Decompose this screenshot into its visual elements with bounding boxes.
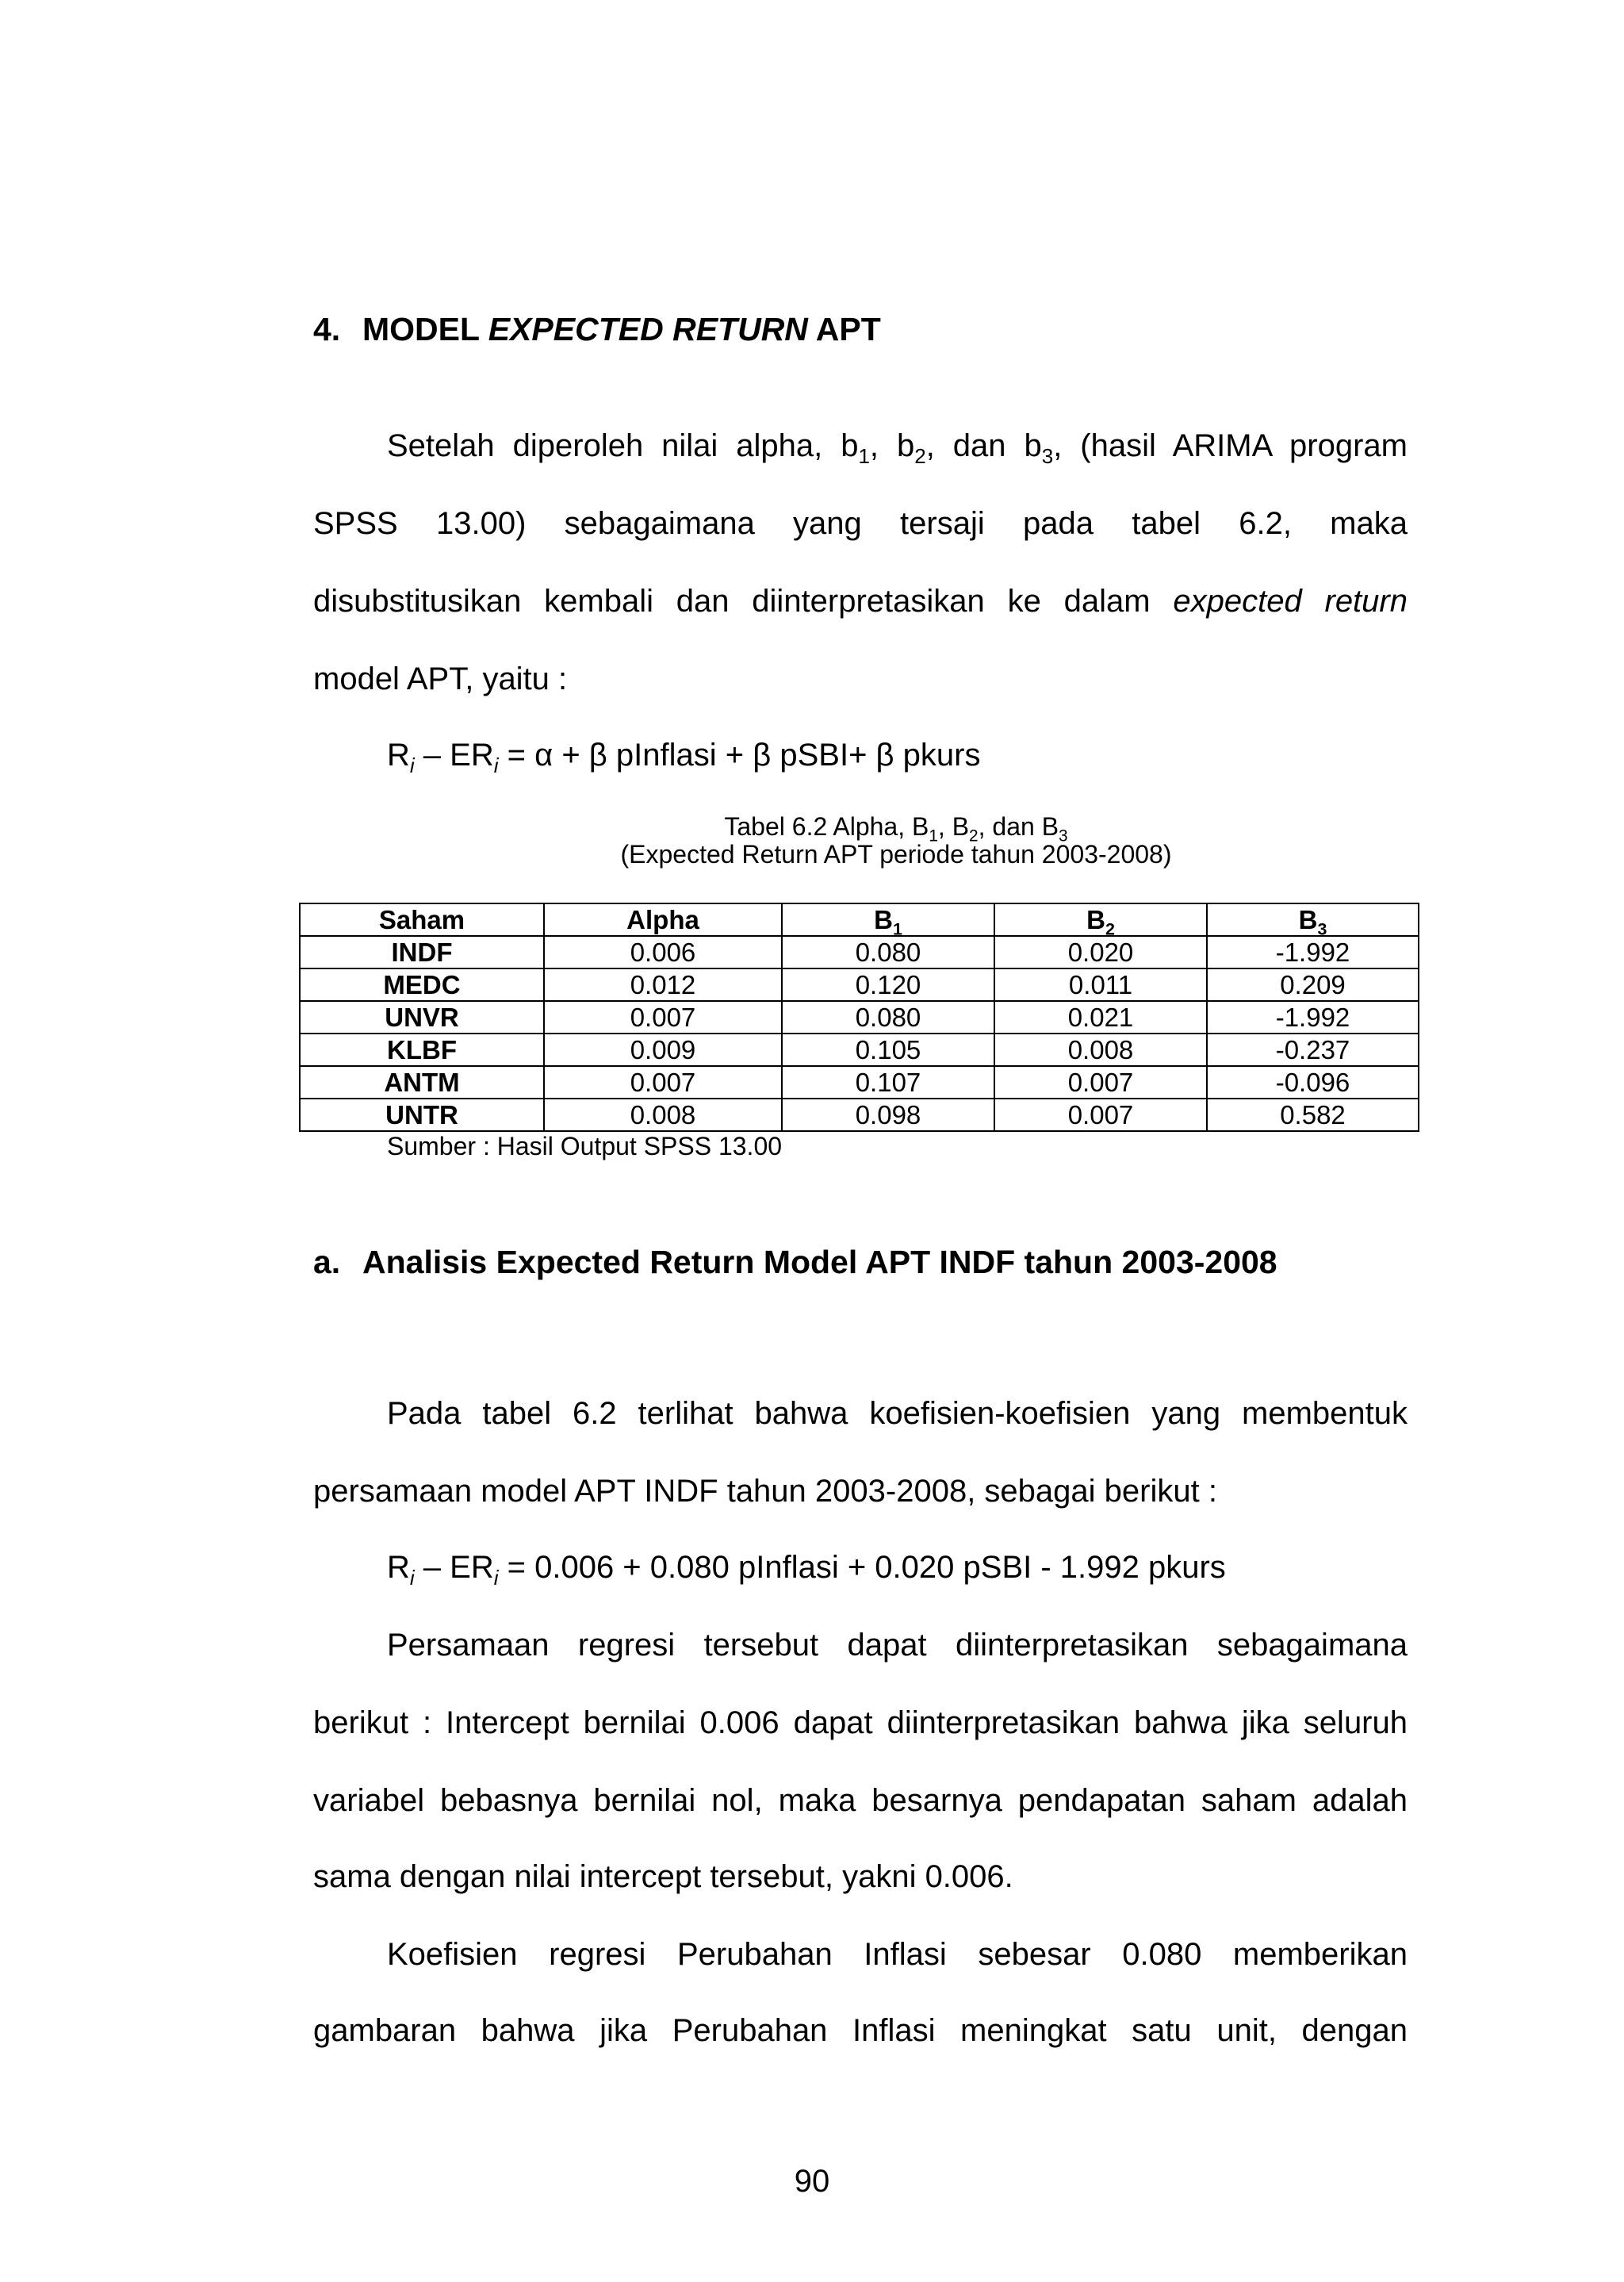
cell-b1: 0.107 (782, 1066, 994, 1099)
header-b3: $B_3$ (1207, 903, 1419, 936)
paragraph4-line2: gambaran bahwa jika Perubahan Inflasi meningkat satu unit, dengan (313, 2013, 1408, 2048)
paragraph3-line2: berikut : Intercept bernilai 0.006 dapat diinterpretasikan bahwa jika seluruh (313, 1705, 1408, 1740)
header-saham: Saham (300, 903, 544, 936)
cell-b3: -0.237 (1207, 1034, 1419, 1066)
cell-alpha: 0.008 (544, 1099, 782, 1131)
paragraph3-line4: sama dengan nilai intercept tersebut, yakni 0.006. (313, 1859, 1013, 1894)
table-row (300, 968, 1419, 1001)
section-number: 4. (313, 311, 341, 347)
page-number: 90 (794, 2164, 830, 2199)
cell-alpha: 0.012 (544, 968, 782, 1001)
cell-b2: 0.020 (994, 936, 1207, 968)
cell-saham: UNTR (300, 1099, 544, 1131)
cell-alpha: 0.009 (544, 1034, 782, 1066)
cell-b3: -1.992 (1207, 936, 1419, 968)
subsection-letter: a. (313, 1244, 341, 1280)
cell-saham: INDF (300, 936, 544, 968)
cell-b1: 0.120 (782, 968, 994, 1001)
paragraph3-line3: variabel bebasnya bernilai nol, maka besarnya pendapatan saham adalah (313, 1783, 1408, 1818)
table-source: Sumber : Hasil Output SPSS 13.00 (387, 1132, 783, 1160)
table-caption-line1: Tabel 6.2 Alpha, $B_1$, $B_2$, dan $B_3$ (724, 812, 1068, 846)
subsection-title: Analisis Expected Return Model APT INDF tahun 2003-2008 (362, 1244, 1277, 1280)
cell-b2: 0.007 (994, 1066, 1207, 1099)
cell-b3: -0.096 (1207, 1066, 1419, 1099)
cell-b3: 0.582 (1207, 1099, 1419, 1131)
cell-b1: 0.098 (782, 1099, 994, 1131)
equation-general: $R_i - ER_i = \alpha + \beta$ pInflasi + β pSBI+ β pkurs (387, 738, 981, 777)
cell-alpha: 0.007 (544, 1001, 782, 1034)
cell-saham: UNVR (300, 1001, 544, 1034)
coefficients-table (299, 903, 1419, 1132)
cell-b2: 0.021 (994, 1001, 1207, 1034)
table-row (300, 936, 1419, 968)
section-title-pre: MODEL (362, 311, 488, 347)
cell-b1: 0.080 (782, 936, 994, 968)
cell-b3: 0.209 (1207, 968, 1419, 1001)
header-b2: $B_2$ (994, 903, 1207, 936)
cell-b3: -1.992 (1207, 1001, 1419, 1034)
table-row (300, 1034, 1419, 1066)
paragraph2-line2: persamaan model APT INDF tahun 2003-2008, sebagai berikut : (313, 1474, 1217, 1509)
header-b1: $B_1$ (782, 903, 994, 936)
subsection-heading (313, 1244, 1277, 1281)
paragraph1-line1: Setelah diperoleh nilai alpha, $b_1$, $b_2$, dan $b_3$, (hasil ARIMA program (387, 428, 1408, 468)
paragraph2-line1: Pada tabel 6.2 terlihat bahwa koefisien-koefisien yang membentuk (387, 1396, 1408, 1431)
cell-saham: MEDC (300, 968, 544, 1001)
cell-b1: 0.080 (782, 1001, 994, 1034)
equation-indf: $R_i - ER_i = 0.006 + 0.080$ pInflasi + 0.020 pSBI - 1.992 pkurs (387, 1550, 1226, 1590)
cell-saham: ANTM (300, 1066, 544, 1099)
paragraph4-line1: Koefisien regresi Perubahan Inflasi sebesar 0.080 memberikan (387, 1937, 1408, 1972)
paragraph1-line4: model APT, yaitu : (313, 662, 568, 696)
table-caption-line2: (Expected Return APT periode tahun 2003-2008) (620, 840, 1172, 869)
cell-b2: 0.007 (994, 1099, 1207, 1131)
header-alpha: Alpha (544, 903, 782, 936)
cell-b2: 0.011 (994, 968, 1207, 1001)
table-header-row (300, 903, 1419, 936)
table-row (300, 1001, 1419, 1034)
cell-b2: 0.008 (994, 1034, 1207, 1066)
paragraph1-line2: SPSS 13.00) sebagaimana yang tersaji pada tabel 6.2, maka (313, 506, 1408, 541)
cell-b1: 0.105 (782, 1034, 994, 1066)
section-title-italic: EXPECTED RETURN (488, 311, 808, 347)
cell-alpha: 0.006 (544, 936, 782, 968)
cell-alpha: 0.007 (544, 1066, 782, 1099)
cell-saham: KLBF (300, 1034, 544, 1066)
section-title-post: APT (807, 311, 881, 347)
paragraph3-line1: Persamaan regresi tersebut dapat diinterpretasikan sebagaimana (387, 1628, 1408, 1663)
table-row (300, 1066, 1419, 1099)
section-heading (313, 311, 881, 348)
paragraph1-line3: disubstitusikan kembali dan diinterpretasikan ke dalam expected return (313, 584, 1408, 619)
table-row (300, 1099, 1419, 1131)
